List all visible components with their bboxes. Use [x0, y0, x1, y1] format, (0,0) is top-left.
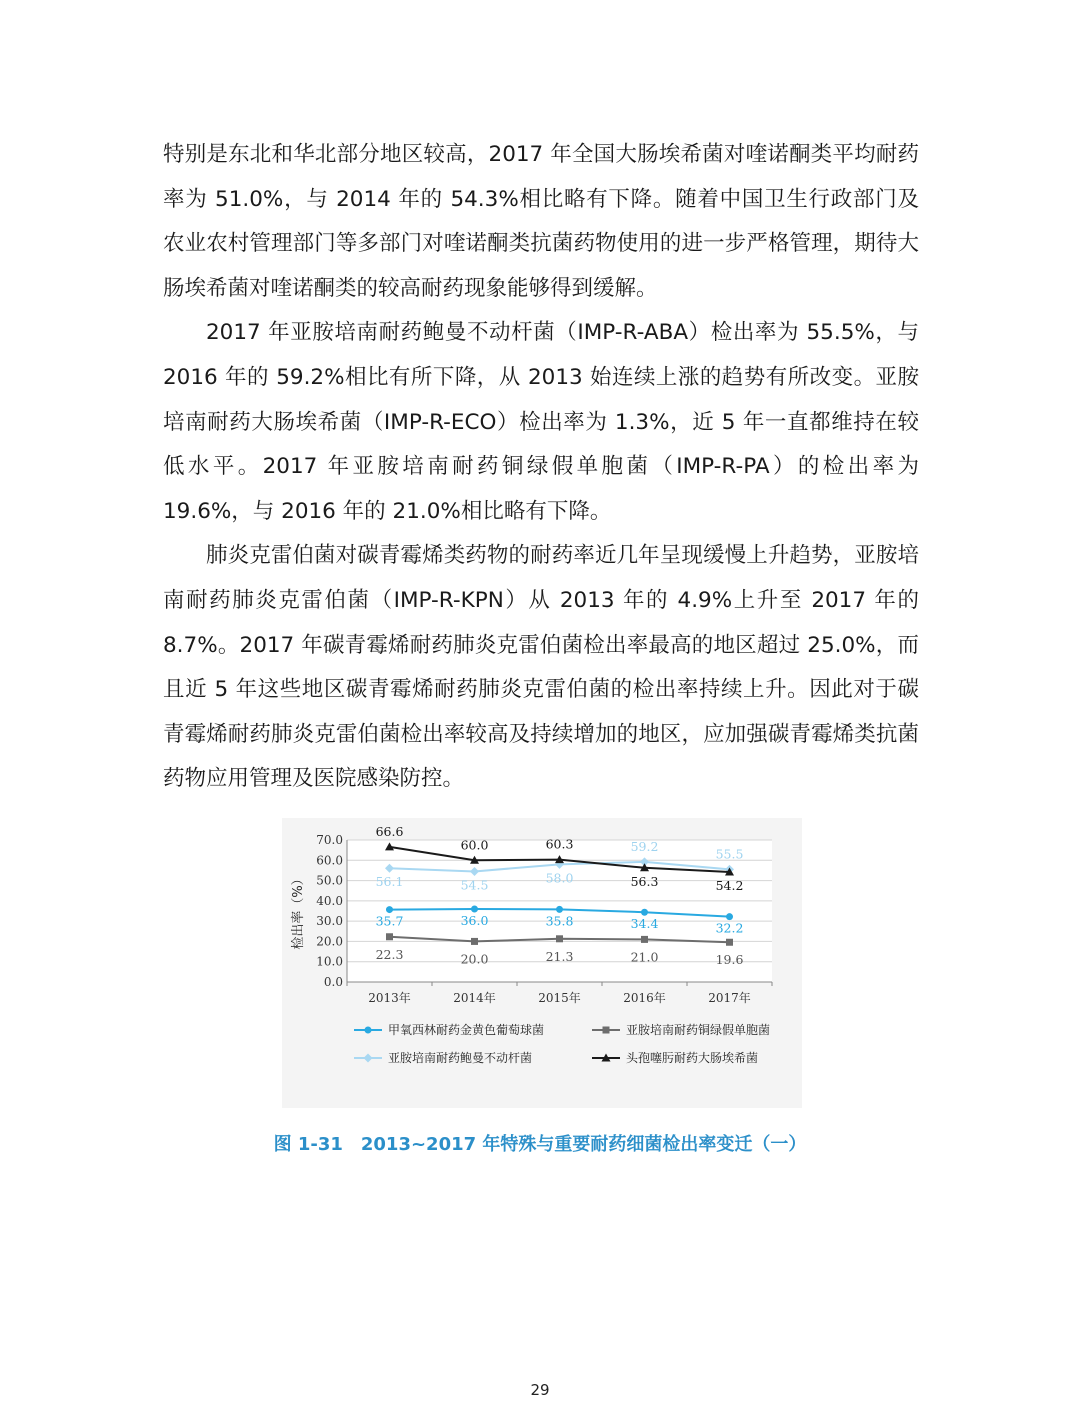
x-tick-label: 2015年: [538, 991, 581, 1005]
data-label: 35.7: [375, 913, 404, 929]
data-label: 20.0: [460, 951, 489, 967]
data-label: 19.6: [715, 952, 744, 968]
y-tick-label: 40.0: [316, 893, 343, 908]
x-tick-label: 2014年: [453, 991, 496, 1005]
body-text: [163, 133, 919, 802]
page-number: 29: [530, 1381, 550, 1399]
data-label: 55.5: [715, 846, 744, 862]
data-point: [386, 906, 393, 913]
data-label: 54.5: [460, 877, 489, 893]
paragraph-2: 2017 年亚胺培南耐药鲍曼不动杆菌（IMP-R-ABA）检出率为 55.5%，与 2016 年的 59.2%相比有所下降，从 2013 始连续上涨的趋势有所改变。亚胺培南耐药大肠埃希菌（IMP-R-ECO）检出率为 1.3%，近 5 年一直都维持在较低水平。2017 年亚胺培南耐药铜绿假单胞菌（IMP-R-PA）的检出率为 19.6%，与 2016 年的 21.0%相比略有下降。: [163, 320, 919, 524]
legend-marker: [365, 1027, 372, 1034]
paragraph-1: 特别是东北和华北部分地区较高，2017 年全国大肠埃希菌对喹诺酮类平均耐药率为 51.0%，与 2014 年的 54.3%相比略有下降。随着中国卫生行政部门及农业农村管理部门等多部门对喹诺酮类抗菌药物使用的进一步严格管理，期待大肠埃希菌对喹诺酮类的较高耐药现象能够得到缓解。: [163, 142, 919, 301]
data-label: 56.3: [630, 873, 659, 889]
data-point: [556, 935, 563, 942]
x-tick-label: 2017年: [708, 991, 751, 1005]
legend-marker: [603, 1027, 610, 1034]
data-point: [641, 936, 648, 943]
y-tick-label: 10.0: [316, 954, 343, 969]
data-label: 56.1: [375, 874, 404, 890]
data-point: [726, 913, 733, 920]
data-label: 21.3: [545, 948, 574, 964]
data-label: 32.2: [715, 920, 744, 936]
y-tick-label: 30.0: [316, 914, 343, 929]
data-label: 22.3: [375, 946, 404, 962]
data-label: 36.0: [460, 912, 489, 928]
data-point: [641, 909, 648, 916]
data-label: 60.3: [545, 836, 574, 852]
data-label: 21.0: [630, 949, 659, 965]
data-label: 54.2: [715, 878, 744, 894]
data-label: 34.4: [630, 916, 659, 932]
data-label: 35.8: [545, 913, 574, 929]
data-point: [726, 939, 733, 946]
data-point: [471, 938, 478, 945]
paragraph-3: 肺炎克雷伯菌对碳青霉烯类药物的耐药率近几年呈现缓慢上升趋势，亚胺培南耐药肺炎克雷伯菌（IMP-R-KPN）从 2013 年的 4.9%上升至 2017 年的 8.7%。2017 年碳青霉烯耐药肺炎克雷伯菌检出率最高的地区超过 25.0%，而且近 5 年这些地区碳青霉烯耐药肺炎克雷伯菌的检出率持续上升。因此对于碳青霉烯耐药肺炎克雷伯菌检出率较高及持续增加的地区，应加强碳青霉烯类抗菌药物应用管理及医院感染防控。: [163, 543, 919, 792]
line-chart: [282, 818, 802, 1108]
y-tick-label: 20.0: [316, 934, 343, 949]
data-label: 58.0: [545, 870, 574, 886]
y-tick-label: 60.0: [316, 853, 343, 868]
data-point: [471, 905, 478, 912]
x-tick-label: 2013年: [368, 991, 411, 1005]
y-axis-label: 检出率（%）: [291, 872, 306, 950]
data-label: 66.6: [375, 823, 404, 839]
y-tick-label: 50.0: [316, 873, 343, 888]
data-label: 60.0: [460, 837, 489, 853]
data-point: [556, 906, 563, 913]
chart-svg: [282, 818, 802, 1108]
y-tick-label: 0.0: [323, 975, 343, 989]
x-tick-label: 2016年: [623, 991, 666, 1005]
legend-label: 亚胺培南耐药鲍曼不动杆菌: [388, 1051, 533, 1065]
figure-caption: 图 1-31 2013~2017 年特殊与重要耐药细菌检出率变迁（一）: [273, 1134, 807, 1155]
y-tick-label: 70.0: [316, 833, 343, 847]
legend-marker: [364, 1054, 373, 1063]
data-label: 59.2: [630, 838, 659, 854]
legend-label: 甲氧西林耐药金黄色葡萄球菌: [388, 1023, 545, 1037]
legend-label: 亚胺培南耐药铜绿假单胞菌: [626, 1023, 771, 1037]
data-point: [386, 933, 393, 940]
legend-label: 头孢噻肟耐药大肠埃希菌: [626, 1051, 759, 1065]
